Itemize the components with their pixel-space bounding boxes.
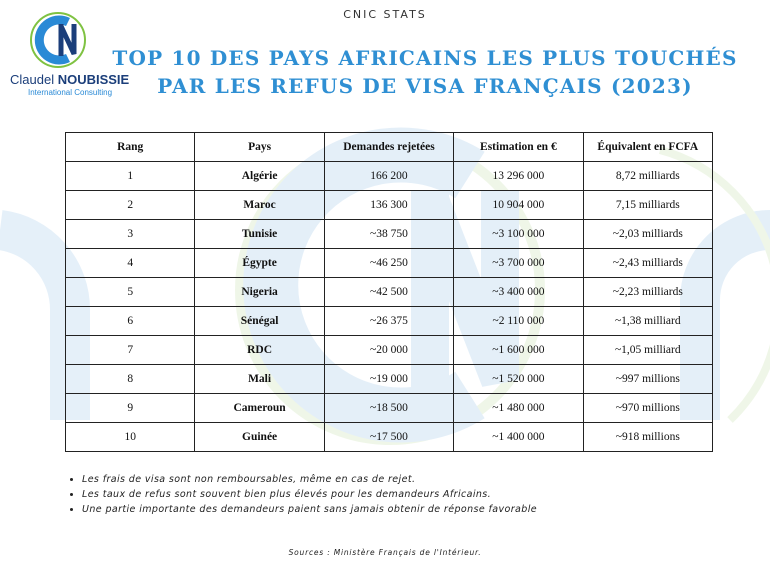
table-cell: 1	[66, 162, 195, 191]
table-cell: 4	[66, 249, 195, 278]
table-row	[66, 365, 713, 394]
column-header: Rang	[66, 133, 195, 162]
table-cell: ~2,03 milliards	[583, 220, 712, 249]
table-cell: ~26 375	[324, 307, 453, 336]
list-item: • Une partie importante des demandeurs paient sans jamais obtenir de réponse favorable	[82, 502, 537, 517]
logo-subtitle: International Consulting	[28, 88, 113, 97]
table-cell: ~3 700 000	[454, 249, 583, 278]
table-row	[66, 220, 713, 249]
table-cell: ~18 500	[324, 394, 453, 423]
table-cell: Cameroun	[195, 394, 324, 423]
table-cell: 7	[66, 336, 195, 365]
table-cell: ~970 millions	[583, 394, 712, 423]
table-cell: 10 904 000	[454, 191, 583, 220]
table-cell: 5	[66, 278, 195, 307]
table-cell: ~3 400 000	[454, 278, 583, 307]
table-row	[66, 336, 713, 365]
table-cell: 136 300	[324, 191, 453, 220]
table-cell: RDC	[195, 336, 324, 365]
table-row	[66, 249, 713, 278]
table-cell: 8	[66, 365, 195, 394]
table-cell: ~1,38 milliard	[583, 307, 712, 336]
table-row	[66, 162, 713, 191]
table-cell: 2	[66, 191, 195, 220]
table-cell: ~1 520 000	[454, 365, 583, 394]
table-cell: ~3 100 000	[454, 220, 583, 249]
column-header: Équivalent en FCFA	[583, 133, 712, 162]
table-cell: 8,72 milliards	[583, 162, 712, 191]
table-cell: ~1,05 milliard	[583, 336, 712, 365]
table-cell: ~42 500	[324, 278, 453, 307]
sources-note: Sources : Ministère Français de l'Intérieur.	[288, 548, 482, 557]
table-cell: 7,15 milliards	[583, 191, 712, 220]
table-header-row	[66, 133, 713, 162]
table-cell: ~1 480 000	[454, 394, 583, 423]
table-cell: 6	[66, 307, 195, 336]
table-cell: 13 296 000	[454, 162, 583, 191]
table-cell: ~19 000	[324, 365, 453, 394]
table-cell: ~2 110 000	[454, 307, 583, 336]
table-row	[66, 394, 713, 423]
column-header: Demandes rejetées	[324, 133, 453, 162]
list-item: • Les taux de refus sont souvent bien plus élevés pour les demandeurs Africains.	[82, 487, 537, 502]
table-cell: 3	[66, 220, 195, 249]
table-cell: 10	[66, 423, 195, 452]
title-line-2: PAR LES REFUS DE VISA FRANÇAIS (2023)	[157, 74, 693, 98]
table-cell: 9	[66, 394, 195, 423]
table-cell: ~918 millions	[583, 423, 712, 452]
table-cell: ~997 millions	[583, 365, 712, 394]
table-cell: Nigeria	[195, 278, 324, 307]
table-cell: ~2,23 milliards	[583, 278, 712, 307]
table-row	[66, 191, 713, 220]
table-cell: Tunisie	[195, 220, 324, 249]
title-line-1: TOP 10 DES PAYS AFRICAINS LES PLUS TOUCHÉS	[112, 46, 738, 70]
table-row	[66, 423, 713, 452]
page-title	[95, 44, 755, 100]
column-header: Estimation en €	[454, 133, 583, 162]
table-cell: ~1 600 000	[454, 336, 583, 365]
table-cell: 166 200	[324, 162, 453, 191]
table-cell: ~46 250	[324, 249, 453, 278]
notes-list	[66, 472, 537, 517]
logo-company-name: Claudel NOUBISSIE	[10, 72, 130, 87]
table-body	[66, 162, 713, 452]
table-cell: Mali	[195, 365, 324, 394]
table-cell: Sénégal	[195, 307, 324, 336]
list-item: • Les frais de visa sont non remboursables, même en cas de rejet.	[82, 472, 537, 487]
table-cell: ~1 400 000	[454, 423, 583, 452]
table-row	[66, 307, 713, 336]
kicker-label: CNIC STATS	[343, 8, 427, 21]
table-row	[66, 278, 713, 307]
table-cell: ~17 500	[324, 423, 453, 452]
table-cell: ~20 000	[324, 336, 453, 365]
table-cell: Maroc	[195, 191, 324, 220]
column-header: Pays	[195, 133, 324, 162]
table-cell: ~38 750	[324, 220, 453, 249]
table-cell: ~2,43 milliards	[583, 249, 712, 278]
table-cell: Égypte	[195, 249, 324, 278]
table-cell: Guinée	[195, 423, 324, 452]
table-cell: Algérie	[195, 162, 324, 191]
visa-refusal-table	[65, 132, 713, 452]
